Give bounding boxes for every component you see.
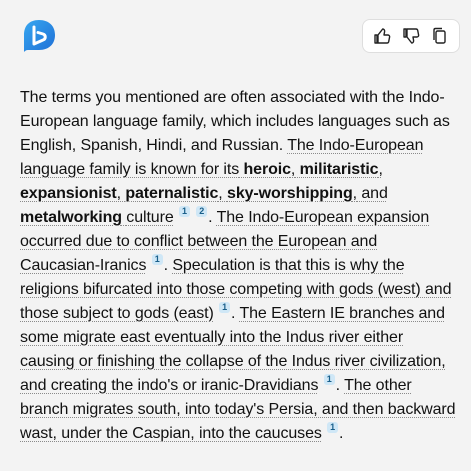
citation-badge[interactable]: 1 [219, 302, 230, 313]
keyword-paternalistic: paternalistic [125, 185, 219, 202]
cited-sentence-6[interactable]: The other branch migrates south, into today's Persia, and then backward wast, under the Caspian, into the caucuses [20, 377, 456, 442]
assistant-message [20, 86, 456, 446]
keyword-heroic: heroic [243, 161, 291, 178]
citation-badge[interactable]: 1 [179, 206, 190, 217]
citation-badge[interactable]: 1 [324, 374, 335, 385]
cited-sentence-5[interactable]: The Eastern IE branches and some migrate east eventually into the Indus river either causing or finishing the collapse of the Indus river civilization, and creating the indo's or iranic-Dravidians [20, 305, 446, 394]
keyword-sky-worshipping: sky-worshipping [227, 185, 353, 202]
citation-badge[interactable]: 1 [152, 254, 163, 265]
citation-badge[interactable]: 2 [196, 206, 207, 217]
cited-sentence-2[interactable]: The Indo-European language family is known for its heroic, militaristic, expansionist, paternalistic, sky-worshipping, and metalworking culture [20, 137, 424, 226]
feedback-toolbar [362, 19, 460, 53]
cited-sentence-4[interactable]: Speculation is that this is why the religions bifurcated into those competing with gods (west) and those subject to gods (east) [20, 257, 452, 322]
thumbs-down-icon[interactable] [399, 24, 423, 48]
citation-badge[interactable]: 1 [327, 422, 338, 433]
copy-icon[interactable] [428, 24, 452, 48]
cited-sentence-3[interactable]: The Indo-European expansion occurred due to conflict between the European and Caucasian-Iranics [20, 209, 430, 274]
keyword-militaristic: militaristic [299, 161, 379, 178]
keyword-metalworking: metalworking [20, 209, 122, 226]
keyword-expansionist: expansionist [20, 185, 117, 202]
thumbs-up-icon[interactable] [370, 24, 394, 48]
message-paragraph: The terms you mentioned are often associated with the Indo-European language family, which includes languages such as English, Spanish, Hindi, and Russian. The Indo-European language family is known for its heroic, militaristic, expansionist, paternalistic, sky-worshipping, and metalworking culture 1 2 . The Indo-European expansion occurred due to conflict between the European and Caucasian-Iranics 1 . Speculation is that this is why the religions bifurcated into those competing with gods (west) and those subject to gods (east) 1 . The Eastern IE branches and some migrate east eventually into the Indus river either causing or finishing the collapse of the Indus river civilization, and creating the indo's or iranic-Dravidians 1 . The other branch migrates south, into today's Persia, and then backward wast, under the Caspian, into the caucuses 1 . [20, 89, 456, 442]
bing-copilot-logo [20, 17, 58, 55]
sentence-1: The terms you mentioned are often associated with the Indo-European language family, which includes languages such as English, Spanish, Hindi, and Russian. [20, 89, 450, 154]
